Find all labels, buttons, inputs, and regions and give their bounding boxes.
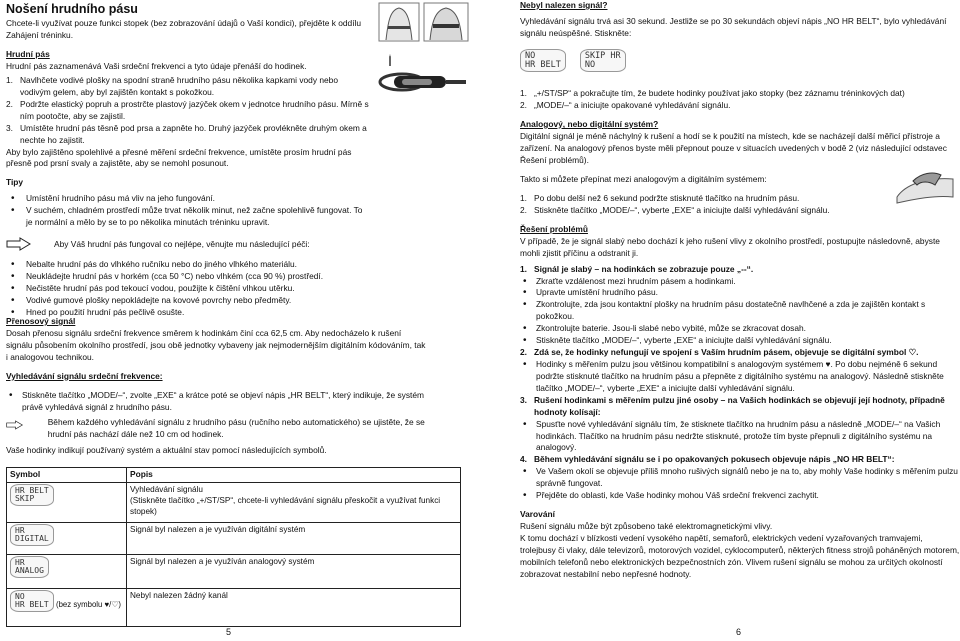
problem-item: • Zkraťte vzdálenost mezi hrudním pásem a hodinkami.	[520, 276, 960, 288]
problem-item: • Zkontrolujte, zda jsou kontaktní plošky na hrudním pásu dostatečně navlhčené a zda je zajištěn kontakt s pokožkou.	[520, 299, 960, 323]
switch-text: Takto si můžete přepínat mezi analogovým a digitálním systémem:	[520, 173, 767, 184]
search-bullet: • Stiskněte tlačítko „MODE/–“, zvolte „EXE“ a krátce poté se objeví nápis „HR BELT“, který indikuje, že systém právě vyhledává signál z hrudního pásu.	[6, 390, 426, 414]
tip-item: • Umístění hrudního pásu má vliv na jeho fungování.	[6, 193, 371, 205]
press-item: 1. „+/ST/SP“ a pokračujte tím, že budete hodinky používat jako stopky (bez záznamu tréninkových dat)	[520, 88, 905, 98]
care-item: • Neukládejte hrudní pás v horkém (cca 50 °C) nebo vlhkém (cca 90 %) prostředí.	[6, 271, 371, 283]
care-intro: Aby Váš hrudní pás fungoval co nejlépe, věnujte mu následující péči:	[54, 239, 310, 250]
ad-text: Digitální signál je méně náchylný k rušení a hodí se k použití na místech, kde se nacházejí další měřicí přístroje a zařízení. Na analogový přenos byste měli přepnout pouze v situacích uvedených v bodě 2 (viz následující odstavec Řešení problémů).	[520, 130, 947, 165]
care-item: • Nečistěte hrudní pás pod tekoucí vodou, použijte k čištění vlhkou utěrku.	[6, 283, 371, 295]
switch-step: 2. Stiskněte tlačítko „MODE/–“, vyberte „EXE“ a iniciujte další vyhledávání signálu.	[520, 204, 830, 215]
lcd-skip-hr: SKIP HR NO	[580, 49, 626, 72]
pointing-hand-icon	[6, 236, 32, 252]
warn-text: K tomu dochází v blízkosti vedení vysokého napětí, semaforů, elektrických vedení vyzařovaných tramvajemi, trolejbusy či vlaky, dále televizorů, motorových vozidel, cyklocomputerů, některých fitness strojů poháněných motorem, mobilních telefonů nebo elektronických bezpečnostních zón. Vlivem rušení signálu se mohou za určitých okolností zobrazovat nestabilní nebo nepřesné hodnoty.	[520, 532, 960, 579]
table-row: HR ANALOG Signál byl nalezen a je využíván analogový systém	[7, 554, 461, 588]
col-header-symbol: Symbol	[7, 468, 127, 483]
problem-item: • Přejděte do oblasti, kde Vaše hodinky mohou Váš srdeční frekvenci zachytit.	[520, 490, 960, 502]
problem-title: 1. Signál je slabý – na hodinkách se zobrazuje pouze „--“.	[520, 263, 754, 274]
page-number: 5	[226, 627, 232, 638]
intro-text: Chcete-li využívat pouze funkci stopek (bez zobrazování údajů o Vaší kondici), přejděte k oddílu Zahájení tréninku.	[6, 18, 362, 41]
press-item: 2. „MODE/–“ a iniciujte opakované vyhledávání signálu.	[520, 99, 731, 110]
nosignal-text: Vyhledávání signálu trvá asi 30 sekund. Jestliže se po 30 sekundách objeví nápis „NO HR BELT“, bylo vyhledávání signálu neúspěšné. Stiskněte:	[520, 15, 947, 38]
care-note	[6, 236, 371, 252]
tips-heading: Tipy	[6, 177, 24, 188]
ad-heading: Analogový, nebo digitální systém?	[520, 118, 659, 129]
step-item: 1. Navlhčete vodivé plošky na spodní straně hrudního pásu několika kapkami vody nebo vodivým gelem, aby byl zajištěn kontakt s pokožkou.	[6, 75, 338, 97]
problem-item: • Hodinky s měřením pulzu jsou většinou kompatibilní s analogovým systémem ♥. Po dobu nejméně 6 sekund podržte stisknuté tlačítko na hrudním pásu a přepněte z digitálního systému na analogový. Následně stiskněte tlačítko „MODE/–“, vyberte „EXE“ a iniciujte další vyhledávání signálu.	[520, 359, 960, 395]
lcd-symbol: HR DIGITAL	[10, 524, 54, 546]
step-item: 2. Podržte elastický popruh a prostrčte plastový jazýček okem v jednotce hrudního pásu. Mírně s ním pootočte, aby se zajistil.	[6, 98, 369, 121]
search-heading: Vyhledávání signálu srdeční frekvence:	[6, 370, 163, 381]
nosignal-heading: Nebyl nalezen signál?	[520, 0, 608, 10]
pointing-hand-icon	[6, 417, 24, 433]
chest-belt-illustration	[372, 52, 468, 102]
col-header-desc: Popis	[127, 468, 461, 483]
chest-heading: Hrudní pás	[6, 49, 50, 60]
warn-heading: Varování	[520, 509, 555, 520]
problem-item: • Upravte umístění hrudního pásu.	[520, 287, 960, 299]
table-row: NO HR BELT (bez symbolu ♥/♡) Nebyl nalezen žádný kanál	[7, 588, 461, 626]
care-item: • Vodivé gumové plošky nepokládejte na kovové povrchy nebo předměty.	[6, 295, 371, 307]
page-left	[0, 0, 470, 641]
lcd-symbol: HR BELT SKIP	[10, 484, 54, 506]
symbol-table	[6, 467, 461, 627]
problem-item: • Stiskněte tlačítko „MODE/–“, vyberte „EXE“ a iniciujte další vyhledávání signálu.	[520, 335, 960, 347]
page-right	[490, 0, 960, 641]
assure-text: Aby bylo zajištěno spolehlivé a přesné měření srdeční frekvence, umístěte prosím hrudní pás přesně pod prsní svaly a zajistěte, aby se nemohl posunout.	[6, 146, 352, 169]
lcd-symbol: HR ANALOG	[10, 556, 49, 578]
care-item: • Nebalte hrudní pás do vlhkého ručníku nebo do jiného vlhkého materiálu.	[6, 259, 371, 271]
torso-illustration	[378, 2, 470, 42]
lcd-no-hr-belt: NO HR BELT	[520, 49, 566, 72]
care-item: • Hned po použití hrudní pás pečlivě osušte.	[6, 307, 371, 319]
problem-title: 4. Během vyhledávání signálu se i po opakovaných pokusech objevuje nápis „NO HR BELT“:	[520, 454, 895, 465]
search-note: Během každého vyhledávání signálu z hrudního pásu (ručního nebo automatického) se ujistěte, že se hrudní pás nachází dále než 10 cm od hodinek.	[6, 417, 426, 441]
page-number: 6	[736, 627, 742, 638]
switch-step: 1. Po dobu delší než 6 sekund podržte stisknuté tlačítko na hrudním pásu.	[520, 193, 800, 203]
step-item: 3. Umístěte hrudní pás těsně pod prsa a zapněte ho. Druhý jazýček provlékněte druhým okem a nechte ho zajistit.	[6, 122, 367, 145]
transfer-heading: Přenosový signál	[6, 316, 76, 326]
page-title: Nošení hrudního pásu	[6, 2, 138, 16]
lcd-symbol: NO HR BELT	[10, 590, 54, 612]
problem-title: 3. Rušení hodinkami s měřením pulzu jiné osoby – na Vašich hodinkách se objevují její hodnoty, případně hodnoty kolísají:	[520, 394, 945, 417]
chest-text: Hrudní pás zaznamenává Vaši srdeční frekvenci a tyto údaje přenáší do hodinek.	[6, 61, 307, 72]
tip-item: • V suchém, chladném prostředí může trvat několik minut, než začne spolehlivě fungovat. To je normální a mělo by se to po několika minutách tréninku upravit.	[6, 205, 371, 229]
trouble-text: V případě, že je signál slabý nebo dochází k jeho rušení vlivy z okolního prostředí, postupujte následovně, abyste mohli zjistit příčinu a odstranit ji.	[520, 235, 940, 258]
problem-item: • Ve Vašem okolí se objevuje příliš mnoho rušivých signálů nebo je na to, aby mohly Vaše hodinky s měřením pulzu správně fungovat.	[520, 466, 960, 490]
warn-line: Rušení signálu může být způsobeno také elektromagnetickými vlivy.	[520, 520, 773, 531]
problem-item: • Zkontrolujte baterie. Jsou-li slabé nebo vybité, může se zkracovat dosah.	[520, 323, 960, 335]
transfer-text: Dosah přenosu signálu srdeční frekvence směrem k hodinkám činí cca 62,5 cm. Aby nedocházelo k rušení signálu působením okolního prostředí, jsou obě jednotky vybaveny jak nejmodernějším digitálním kódováním, tak i analogovou technikou.	[6, 327, 426, 362]
table-row: HR DIGITAL Signál byl nalezen a je využíván digitální systém	[7, 522, 461, 554]
indicates-text: Vaše hodinky indikují používaný systém a aktuální stav pomocí následujících symbolů.	[6, 445, 327, 456]
trouble-heading: Řešení problémů	[520, 223, 588, 234]
lcd-examples	[520, 49, 960, 72]
table-row: HR BELT SKIP Vyhledávání signálu (Stiskněte tlačítko „+/ST/SP“, chcete-li vyhledávání signálu přeskočit a využívat funkci stopek)	[7, 482, 461, 522]
problem-item: • Spusťte nové vyhledávání signálu tím, že stisknete tlačítko na hrudním pásu a následně „MODE/–“ na Vašich hodinkách. Tlačítko na hrudním pásu nedržte stisknuté, protože tím byste přepnuli z digitálního systému na analogový.	[520, 419, 960, 455]
problem-title: 2. Zdá se, že hodinky nefungují ve spojení s Vaším hrudním pásem, objevuje se digitální symbol ♡.	[520, 347, 919, 358]
